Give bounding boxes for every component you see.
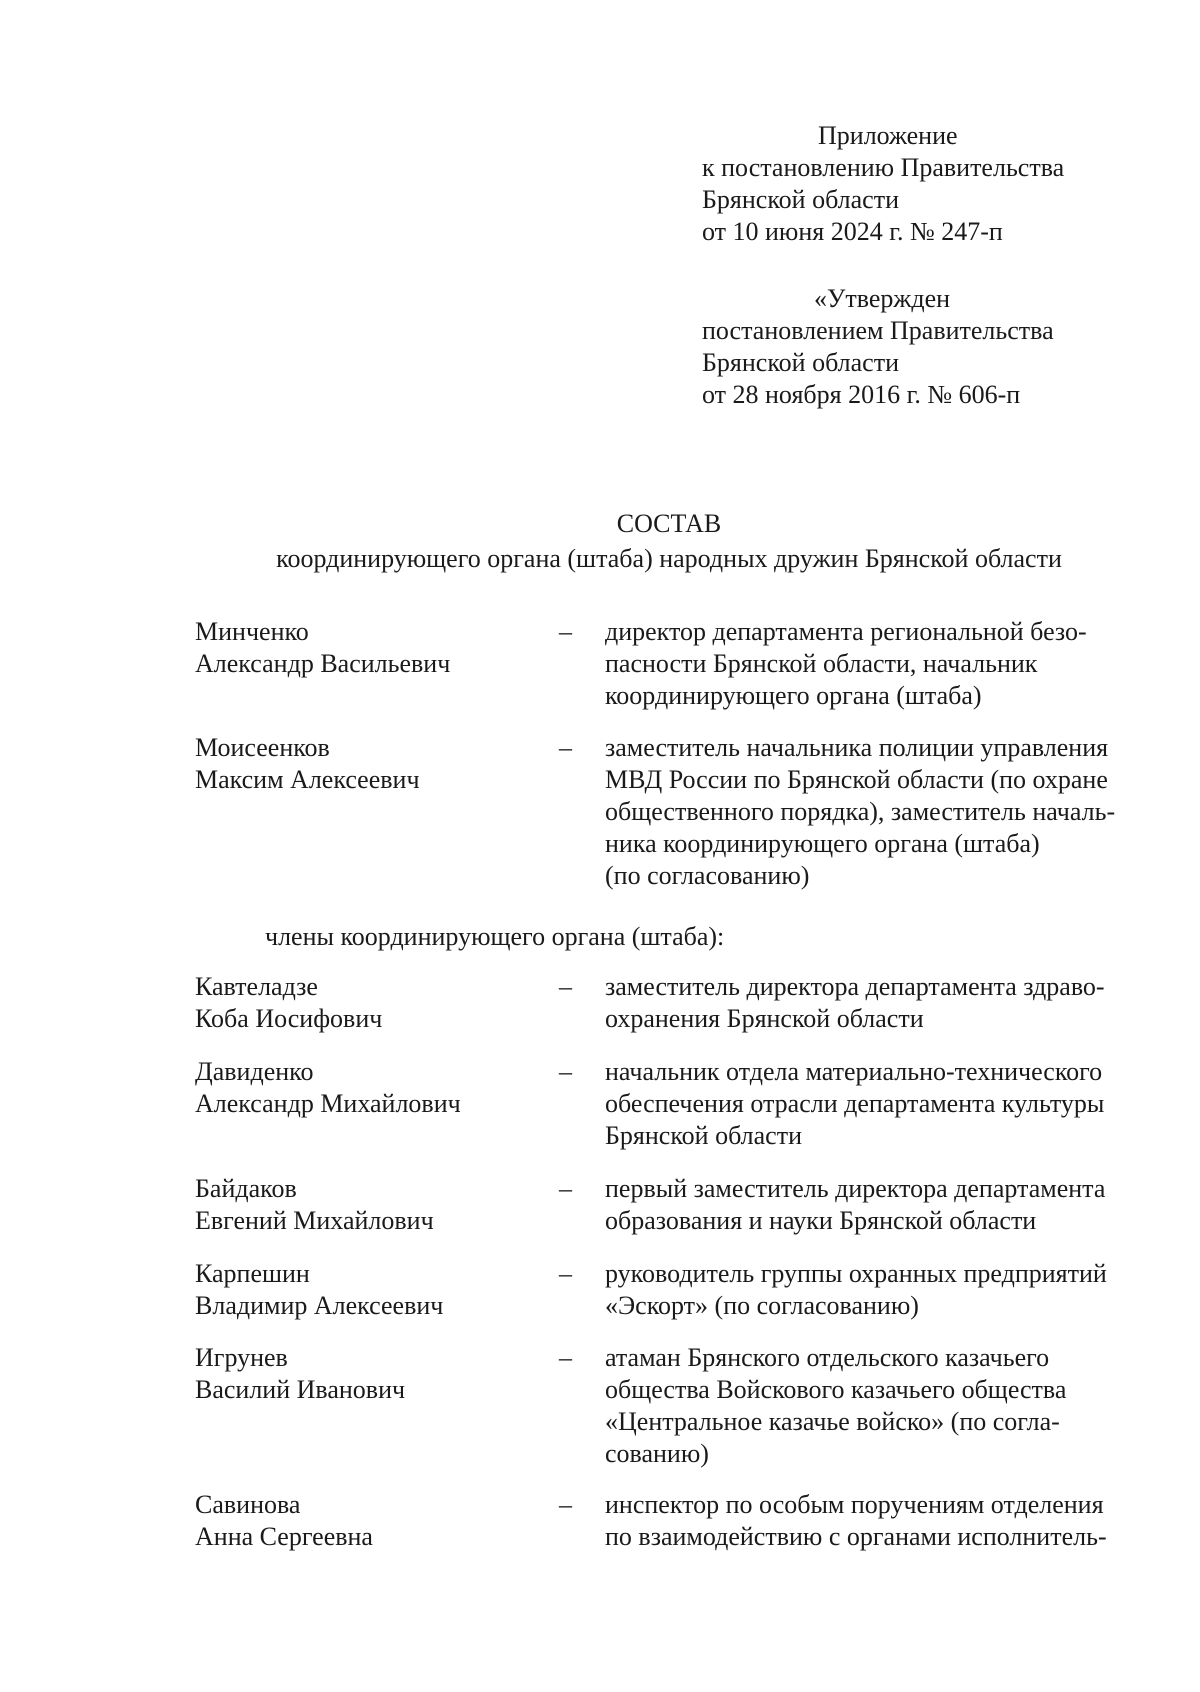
dash-separator: – xyxy=(559,617,572,646)
member-name xyxy=(195,1173,535,1237)
role-line: первый заместитель директора департамента xyxy=(605,1174,1106,1203)
role-line: координирующего органа (штаба) xyxy=(605,681,982,710)
surname: Карпешин xyxy=(195,1259,310,1288)
dash-separator: – xyxy=(559,1490,572,1519)
approved-line: Брянской области xyxy=(702,348,899,377)
role-line: Брянской области xyxy=(605,1121,802,1150)
appendix-header xyxy=(702,120,1064,248)
approved-line: постановлением Правительства xyxy=(702,316,1054,345)
document-title: СОСТАВ xyxy=(616,509,722,538)
role-line: общественного порядка), заместитель началь- xyxy=(605,797,1116,826)
member-role xyxy=(605,732,1185,892)
member-name xyxy=(195,1489,535,1553)
approved-header xyxy=(702,283,1054,411)
given-names: Максим Алексеевич xyxy=(195,765,420,794)
role-line: образования и науки Брянской области xyxy=(605,1206,1037,1235)
surname: Моисеенков xyxy=(195,733,330,762)
surname: Минченко xyxy=(195,617,309,646)
role-line: начальник отдела материально-технического xyxy=(605,1057,1103,1086)
role-line: обеспечения отрасли департамента культуры xyxy=(605,1089,1105,1118)
surname: Кавтеладзе xyxy=(195,972,318,1001)
approved-line: «Утвержден xyxy=(814,284,951,313)
role-line: (по согласованию) xyxy=(605,861,810,890)
member-name xyxy=(195,616,535,680)
approved-line: от 28 ноября 2016 г. № 606-п xyxy=(702,380,1021,409)
given-names: Коба Иосифович xyxy=(195,1004,383,1033)
role-line: «Эскорт» (по согласованию) xyxy=(605,1291,919,1320)
given-names: Анна Сергеевна xyxy=(195,1522,373,1551)
role-line: охранения Брянской области xyxy=(605,1004,924,1033)
appendix-line: Брянской области xyxy=(702,185,899,214)
given-names: Александр Васильевич xyxy=(195,649,451,678)
member-role xyxy=(605,1489,1185,1553)
surname: Савинова xyxy=(195,1490,301,1519)
role-line: сованию) xyxy=(605,1439,709,1468)
appendix-line: Приложение xyxy=(818,121,958,150)
members-heading: члены координирующего органа (штаба): xyxy=(265,922,725,951)
dash-separator: – xyxy=(559,1343,572,1372)
role-line: атаман Брянского отдельского казачьего xyxy=(605,1343,1050,1372)
member-name xyxy=(195,732,535,796)
appendix-line: к постановлению Правительства xyxy=(702,153,1065,182)
dash-separator: – xyxy=(559,972,572,1001)
dash-separator: – xyxy=(559,1259,572,1288)
document-subtitle: координирующего органа (штаба) народных дружин Брянской области xyxy=(276,544,1062,573)
dash-separator: – xyxy=(559,1174,572,1203)
role-line: общества Войскового казачьего общества xyxy=(605,1375,1067,1404)
given-names: Владимир Алексеевич xyxy=(195,1291,444,1320)
role-line: «Центральное казачье войско» (по согла- xyxy=(605,1407,1060,1436)
member-role xyxy=(605,616,1185,712)
role-line: ника координирующего органа (штаба) xyxy=(605,829,1040,858)
role-line: директор департамента региональной безо- xyxy=(605,617,1087,646)
member-role xyxy=(605,1056,1185,1152)
member-name xyxy=(195,971,535,1035)
dash-separator: – xyxy=(559,1057,572,1086)
role-line: МВД России по Брянской области (по охране xyxy=(605,765,1108,794)
member-role xyxy=(605,1173,1185,1237)
role-line: руководитель группы охранных предприятий xyxy=(605,1259,1107,1288)
member-role xyxy=(605,1258,1185,1322)
role-line: заместитель директора департамента здраво- xyxy=(605,972,1105,1001)
role-line: инспектор по особым поручениям отделения xyxy=(605,1490,1104,1519)
given-names: Евгений Михайлович xyxy=(195,1206,434,1235)
surname: Байдаков xyxy=(195,1174,297,1203)
given-names: Александр Михайлович xyxy=(195,1089,461,1118)
appendix-line: от 10 июня 2024 г. № 247-п xyxy=(702,217,1003,246)
surname: Игрунев xyxy=(195,1343,288,1372)
given-names: Василий Иванович xyxy=(195,1375,406,1404)
member-role xyxy=(605,1342,1185,1470)
surname: Давиденко xyxy=(195,1057,314,1086)
dash-separator: – xyxy=(559,733,572,762)
member-name xyxy=(195,1056,535,1120)
member-name xyxy=(195,1258,535,1322)
role-line: по взаимодействию с органами исполнитель- xyxy=(605,1522,1107,1551)
member-name xyxy=(195,1342,535,1406)
member-role xyxy=(605,971,1185,1035)
role-line: пасности Брянской области, начальник xyxy=(605,649,1038,678)
role-line: заместитель начальника полиции управления xyxy=(605,733,1109,762)
